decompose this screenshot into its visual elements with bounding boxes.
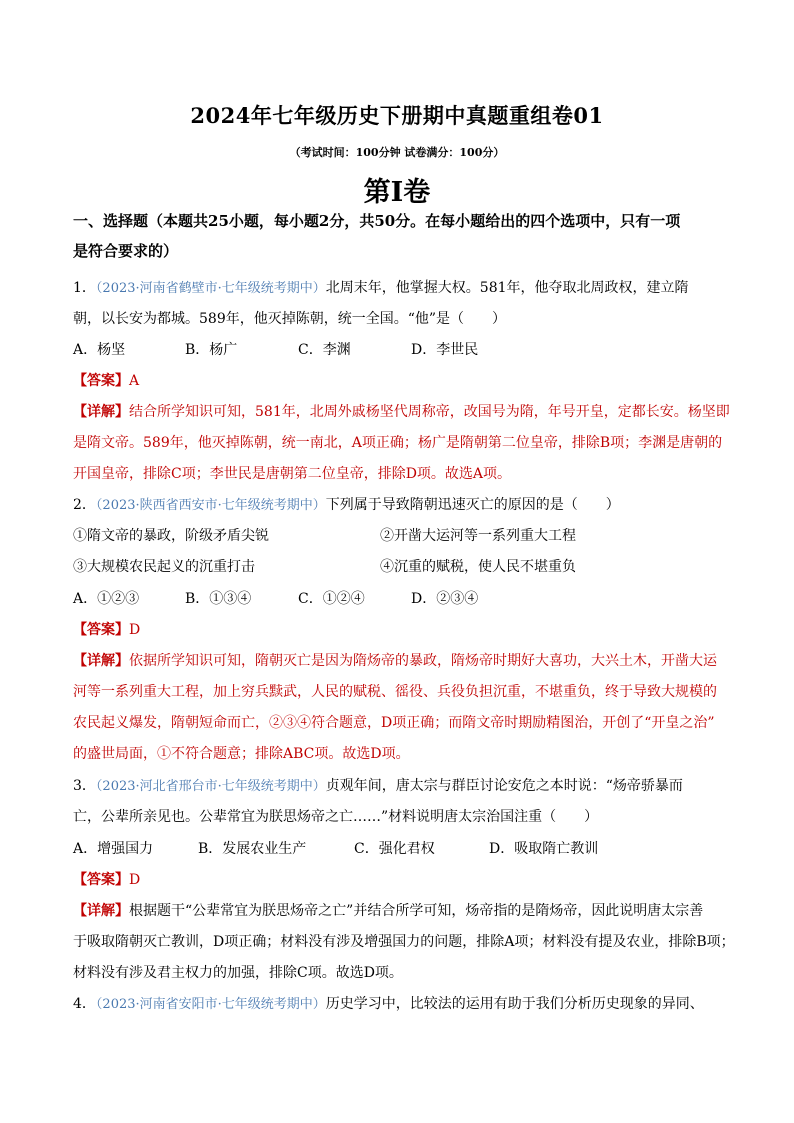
question-3-option-b: B．发展农业生产 <box>198 841 307 857</box>
question-text: 下列属于导致隋朝迅速灭亡的原因的是（ ） <box>325 497 620 513</box>
question-2-stem <box>73 495 733 516</box>
question-1-stem-cont: 朝，以长安为都城。589年，他灭掉陈朝，统一全国。“他”是（ ） <box>73 311 507 327</box>
section-instruction-line2: 是符合要求的） <box>73 242 179 260</box>
question-1-detail-line2: 是隋文帝。589年，他灭掉陈朝，统一南北，A项正确；杨广是隋朝第二位皇帝，排除B项；李渊是唐朝的 <box>73 435 723 451</box>
question-2-option-d: D．②③④ <box>411 591 479 607</box>
answer-value: D <box>129 872 141 888</box>
question-1-option-a: A．杨坚 <box>73 342 126 358</box>
question-2-detail: 【详解】依据所学知识可知，隋朝灭亡是因为隋炀帝的暴政，隋炀帝时期好大喜功，大兴土木，开凿大运 <box>73 653 717 669</box>
question-2-option-a: A．①②③ <box>73 591 140 607</box>
question-2-item-1: ①隋文帝的暴政，阶级矛盾尖锐 <box>73 528 269 544</box>
question-2-item-3: ③大规模农民起义的沉重打击 <box>73 559 255 575</box>
question-3-stem <box>73 776 733 797</box>
question-2-detail-line4: 的盛世局面，①不符合题意；排除ABC项。故选D项。 <box>73 746 410 762</box>
question-number: 2． <box>73 497 96 513</box>
question-number: 4． <box>73 996 96 1012</box>
question-2-option-b: B．①③④ <box>185 591 252 607</box>
question-3-detail-line3: 材料没有涉及君主权力的加强，排除C项。故选D项。 <box>73 965 403 981</box>
question-1-detail-line3: 开国皇帝，排除C项；李世民是唐朝第二位皇帝，排除D项。故选A项。 <box>73 466 512 482</box>
exam-info: （考试时间：100分钟 试卷满分：100分） <box>289 146 505 159</box>
question-text: 历史学习中，比较法的运用有助于我们分析历史现象的异同、 <box>325 996 704 1012</box>
answer-value: D <box>129 622 141 638</box>
question-1-stem <box>73 278 733 299</box>
detail-tag: 【详解】 <box>73 903 129 919</box>
question-3-option-a: A．增强国力 <box>73 841 154 857</box>
question-source: （2023·陕西省西安市·七年级统考期中） <box>95 498 326 513</box>
question-3-detail: 【详解】根据题干“公辈常宜为朕思炀帝之亡”并结合所学可知，炀帝指的是隋炀帝，因此说明唐太宗善 <box>73 903 704 919</box>
question-3-option-d: D．吸取隋亡教训 <box>489 841 599 857</box>
question-2-item-4: ④沉重的赋税，使人民不堪重负 <box>380 559 576 575</box>
volume-heading: 第Ⅰ卷 <box>363 177 431 208</box>
detail-tag: 【详解】 <box>73 653 129 669</box>
question-2-item-2: ②开凿大运河等一系列重大工程 <box>380 528 576 544</box>
page-title: 2024年七年级历史下册期中真题重组卷01 <box>190 103 604 128</box>
question-3-option-c: C．强化君权 <box>354 841 435 857</box>
question-source: （2023·河南省鹤壁市·七年级统考期中） <box>95 281 326 296</box>
question-1-option-c: C．李渊 <box>298 342 351 358</box>
question-number: 1． <box>73 280 96 296</box>
question-text: 贞观年间，唐太宗与群臣讨论安危之本时说：“炀帝骄暴而 <box>325 778 683 794</box>
question-1-detail: 【详解】结合所学知识可知，581年，北周外戚杨坚代周称帝，改国号为隋，年号开皇，定都长安。杨坚即 <box>73 404 730 420</box>
answer-tag: 【答案】 <box>73 373 129 389</box>
question-1-option-d: D．李世民 <box>411 342 479 358</box>
question-number: 3． <box>73 778 96 794</box>
question-3-stem-cont: 亡，公辈所亲见也。公辈常宜为朕思炀帝之亡……”材料说明唐太宗治国注重（ ） <box>73 809 599 825</box>
answer-tag: 【答案】 <box>73 872 129 888</box>
question-2-answer <box>73 620 733 640</box>
section-instruction-line1: 一、选择题（本题共25小题，每小题2分，共50分。在每小题给出的四个选项中，只有一项 <box>73 212 681 230</box>
question-3-answer <box>73 870 733 890</box>
question-source: （2023·河南省安阳市·七年级统考期中） <box>95 997 326 1012</box>
answer-tag: 【答案】 <box>73 622 129 638</box>
question-2-option-c: C．①②④ <box>298 591 365 607</box>
question-4-stem <box>73 994 733 1015</box>
question-text: 北周末年，他掌握大权。581年，他夺取北周政权，建立隋 <box>325 280 689 296</box>
question-2-detail-line3: 农民起义爆发，隋朝短命而亡，②③④符合题意，D项正确；而隋文帝时期励精图治，开创了“开皇之治” <box>73 715 715 731</box>
question-2-detail-line2: 河等一系列重大工程，加上穷兵黩武，人民的赋税、徭役、兵役负担沉重，不堪重负，终于导致大规模的 <box>73 684 717 700</box>
detail-tag: 【详解】 <box>73 404 129 420</box>
answer-value: A <box>129 373 140 389</box>
question-1-option-b: B．杨广 <box>185 342 238 358</box>
question-3-detail-line2: 于吸取隋朝灭亡教训，D项正确；材料没有涉及增强国力的问题，排除A项；材料没有提及农业，排除B项； <box>73 934 735 950</box>
question-1-answer <box>73 371 733 391</box>
question-source: （2023·河北省邢台市·七年级统考期中） <box>95 779 326 794</box>
